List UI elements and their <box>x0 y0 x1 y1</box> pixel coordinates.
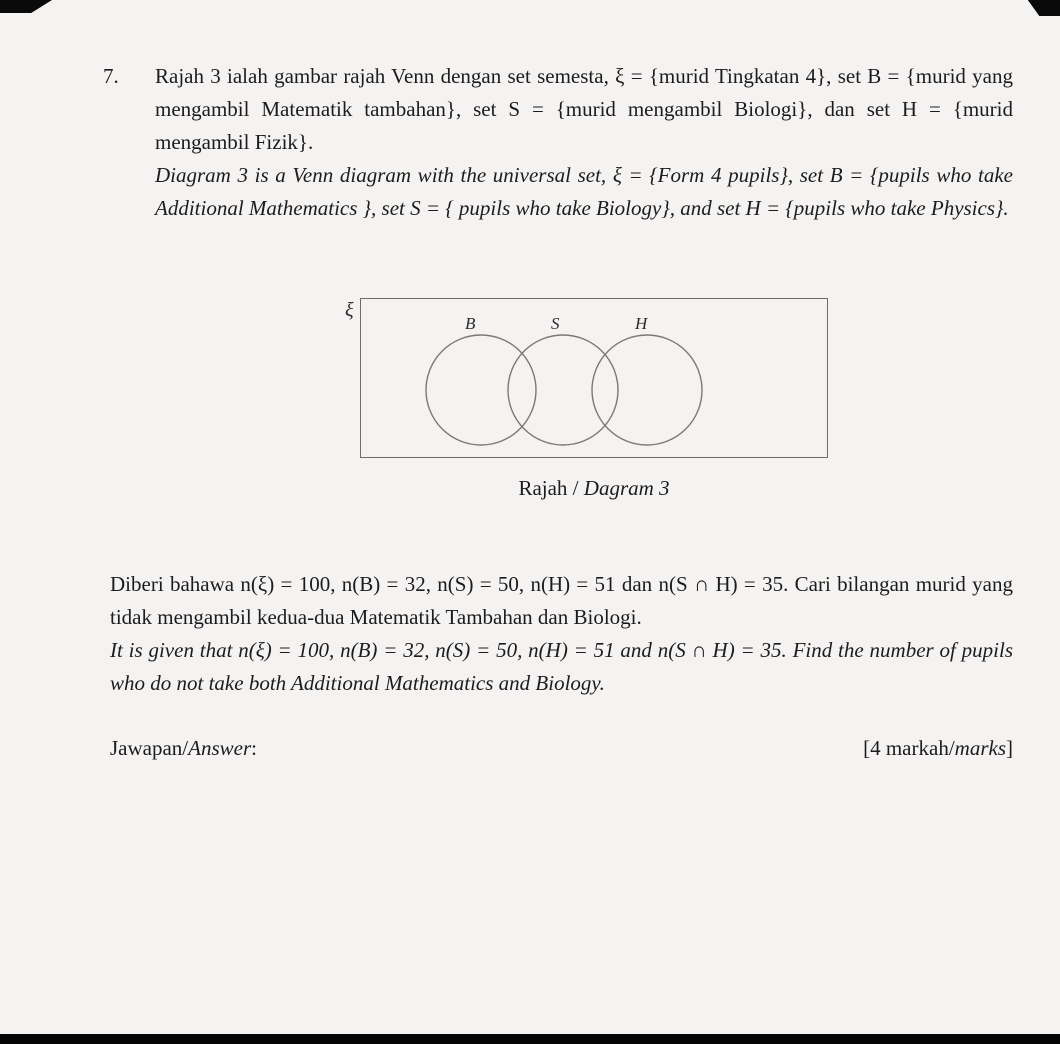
venn-circle-h <box>592 335 702 445</box>
venn-diagram-box <box>345 298 828 458</box>
marks-label <box>863 736 1013 761</box>
venn-circle-s <box>508 335 618 445</box>
photo-edge-top-right <box>1014 0 1060 16</box>
answer-row <box>110 736 1013 761</box>
diagram-caption <box>360 476 828 501</box>
question-intro-malay: Rajah 3 ialah gambar rajah Venn dengan set semesta, ξ = {murid Tingkatan 4}, set B = {murid yang mengambil Matematik tambahan}, set S = {murid mengambil Biologi}, dan set H = {murid mengambil Fizik}. <box>155 64 1013 154</box>
given-statement <box>110 568 1013 700</box>
answer-label <box>110 736 257 761</box>
diagram-caption-roman: Rajah / <box>518 476 584 500</box>
answer-label-colon: : <box>251 736 257 760</box>
marks-label-italic: marks <box>954 736 1006 760</box>
universal-set-label: ξ <box>345 299 354 321</box>
diagram-caption-italic: Dagram 3 <box>583 476 670 500</box>
marks-label-open: [4 markah/ <box>863 736 955 760</box>
question-intro-english: Diagram 3 is a Venn diagram with the universal set, ξ = {Form 4 pupils}, set B = {pupils who take Additional Mathematics }, set S = { pupils who take Biology}, and set H = {pupils who take Physics}. <box>155 163 1013 220</box>
venn-label-b: B <box>465 314 476 333</box>
given-statement-english: It is given that n(ξ) = 100, n(B) = 32, n(S) = 50, n(H) = 51 and n(S ∩ H) = 35. Find the number of pupils who do not take both Additional Mathematics and Biology. <box>110 638 1013 695</box>
given-statement-malay: Diberi bahawa n(ξ) = 100, n(B) = 32, n(S) = 50, n(H) = 51 dan n(S ∩ H) = 35. Cari bilangan murid yang tidak mengambil kedua-dua Matematik Tambahan dan Biologi. <box>110 572 1013 629</box>
venn-label-s: S <box>551 314 560 333</box>
photo-edge-bottom <box>0 1034 1060 1044</box>
answer-label-italic: Answer <box>188 736 252 760</box>
marks-label-close: ] <box>1006 736 1013 760</box>
venn-diagram <box>361 299 826 456</box>
photo-edge-top-left <box>0 0 52 13</box>
question-number: 7. <box>103 64 119 88</box>
venn-circle-b <box>426 335 536 445</box>
venn-label-h: H <box>635 314 648 333</box>
answer-label-roman: Jawapan/ <box>110 736 189 760</box>
question-intro <box>155 60 1013 225</box>
